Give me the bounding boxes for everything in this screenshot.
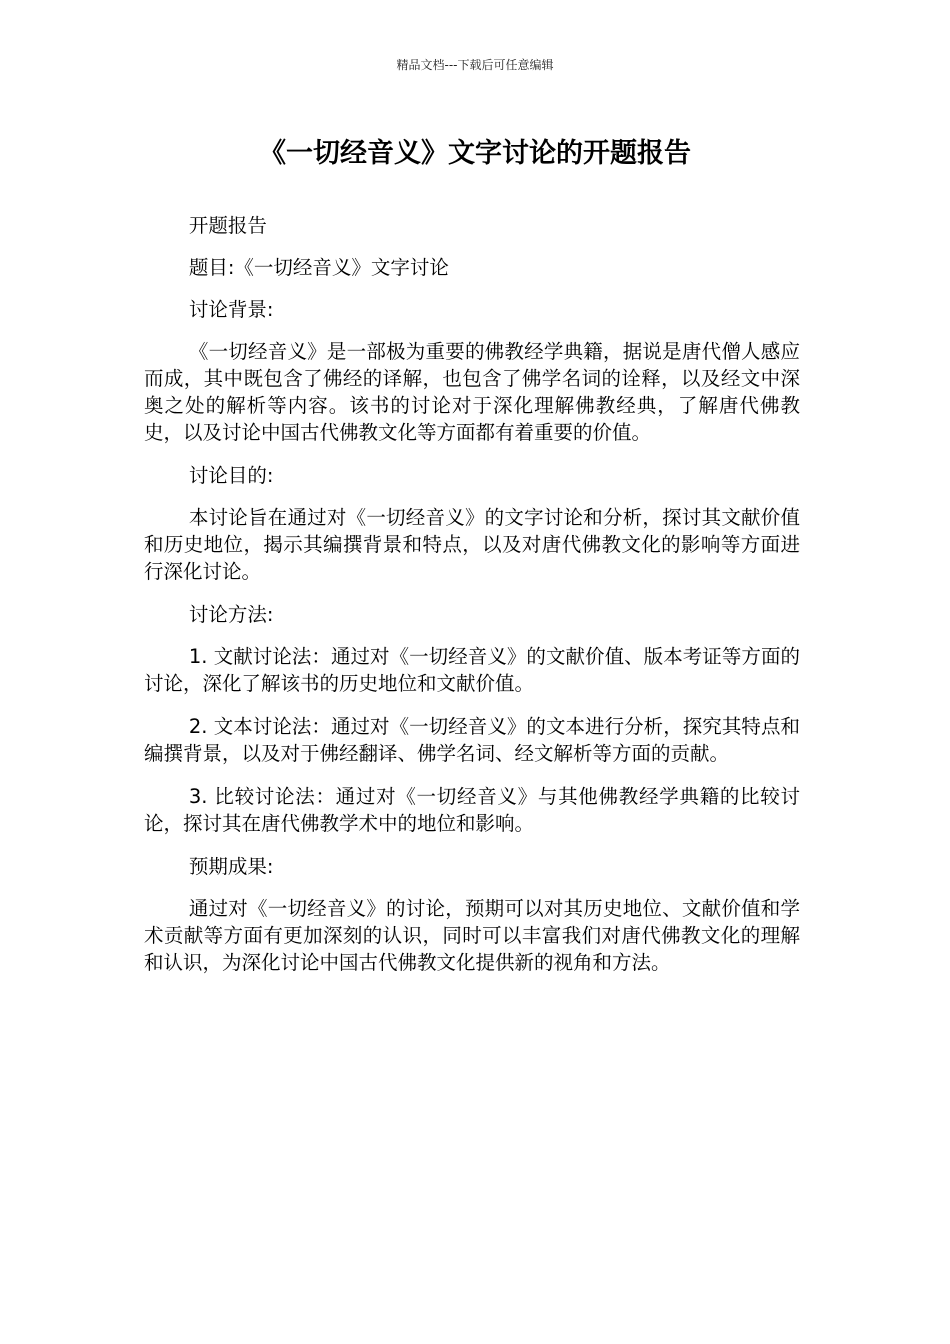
- report-label: 开题报告: [188, 214, 267, 237]
- section-heading-methods: 讨论方法:: [188, 603, 274, 626]
- method-item-3: 3. 比较讨论法：通过对《一切经音义》与其他佛教经学典籍的比较讨论，探讨其在唐代佛教学术中的地位和影响。: [144, 785, 800, 835]
- paragraph-purpose: 本讨论旨在通过对《一切经音义》的文字讨论和分析，探讨其文献价值和历史地位，揭示其编撰背景和特点，以及对唐代佛教文化的影响等方面进行深化讨论。: [144, 506, 800, 583]
- method-item-1: 1. 文献讨论法：通过对《一切经音义》的文献价值、版本考证等方面的讨论，深化了解该书的历史地位和文献价值。: [144, 645, 800, 695]
- header-note: 精品文档---下载后可任意编辑: [396, 58, 554, 72]
- section-heading-background: 讨论背景:: [188, 298, 274, 321]
- method-item-2: 2. 文本讨论法：通过对《一切经音义》的文本进行分析，探究其特点和编撰背景，以及对于佛经翻译、佛学名词、经文解析等方面的贡献。: [144, 715, 800, 765]
- document-body: [144, 212, 800, 992]
- document-title: 《一切经音义》文字讨论的开题报告: [259, 138, 691, 169]
- section-heading-purpose: 讨论目的:: [188, 464, 274, 487]
- topic-line: 题目:《一切经音义》文字讨论: [188, 256, 449, 279]
- paragraph-outcomes: 通过对《一切经音义》的讨论，预期可以对其历史地位、文献价值和学术贡献等方面有更加深刻的认识，同时可以丰富我们对唐代佛教文化的理解和认识，为深化讨论中国古代佛教文化提供新的视角和方法。: [144, 897, 800, 974]
- section-heading-outcomes: 预期成果:: [188, 855, 274, 878]
- paragraph-background: 《一切经音义》是一部极为重要的佛教经学典籍，据说是唐代僧人感应而成，其中既包含了佛经的译解，也包含了佛学名词的诠释，以及经文中深奥之处的解析等内容。该书的讨论对于深化理解佛教经典，了解唐代佛教史，以及讨论中国古代佛教文化等方面都有着重要的价值。: [144, 340, 800, 444]
